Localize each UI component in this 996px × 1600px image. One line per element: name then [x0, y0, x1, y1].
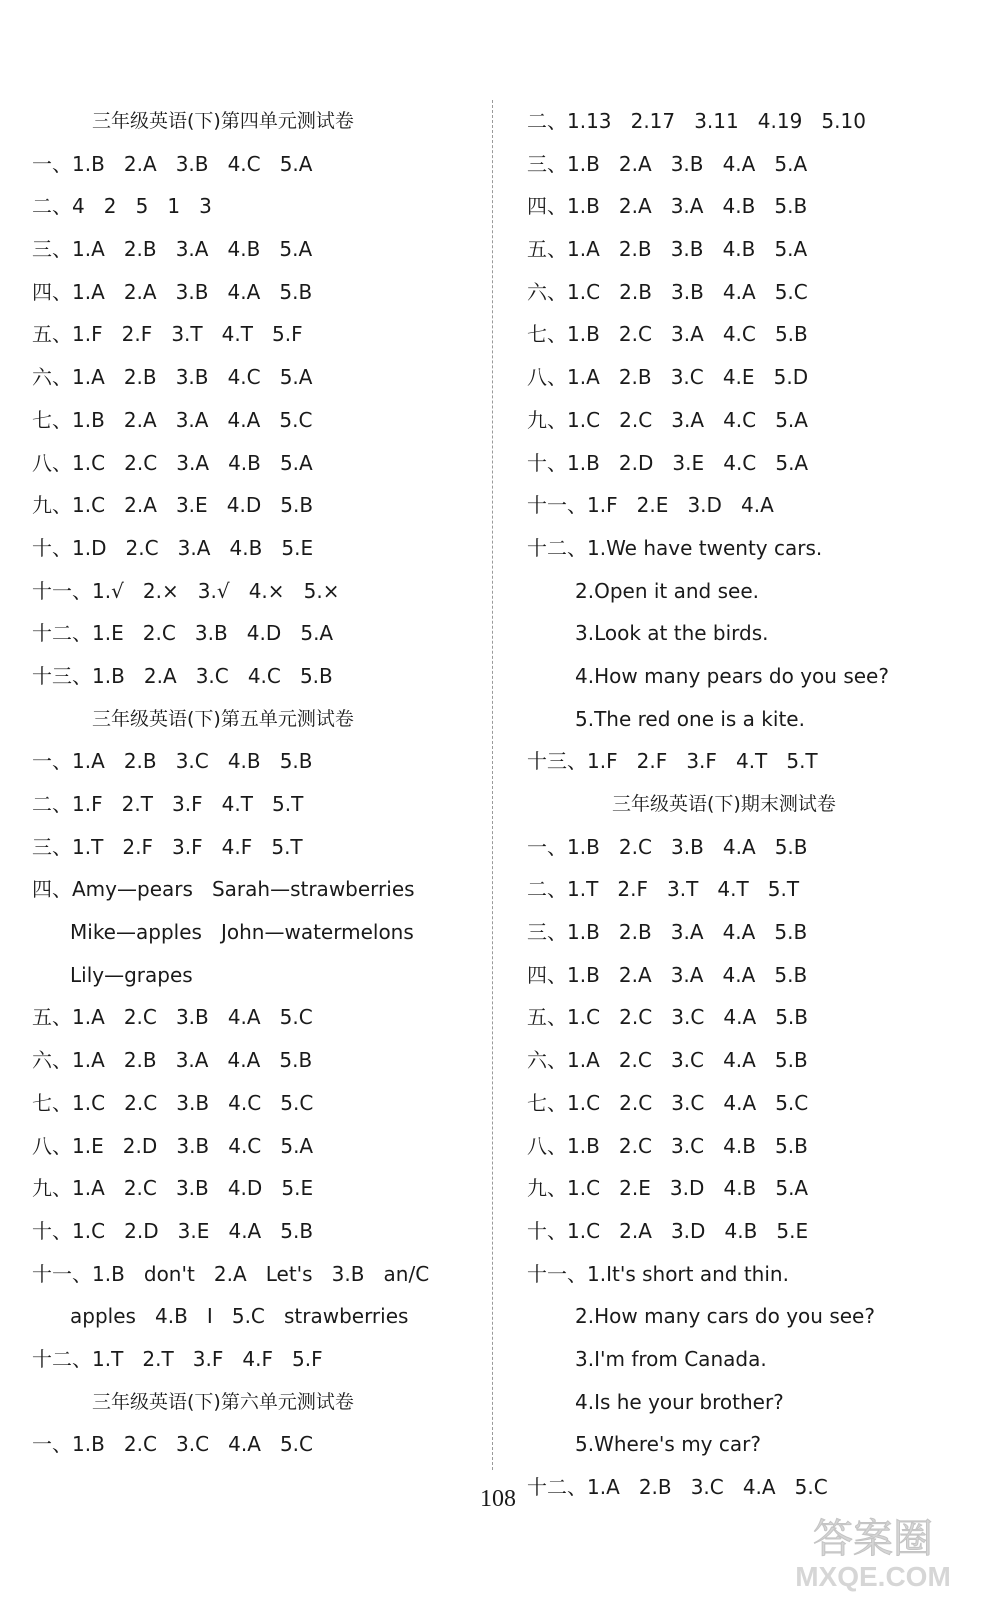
- right-section-heading: 三年级英语(下)期末测试卷: [612, 793, 836, 815]
- right-answer-line: 九、1.C 2.E 3.D 4.B 5.A: [527, 1176, 809, 1201]
- left-answer-line: 六、1.A 2.B 3.B 4.C 5.A: [32, 365, 313, 390]
- left-answer-line: 七、1.C 2.C 3.B 4.C 5.C: [32, 1090, 314, 1115]
- left-answer-line: 二、1.F 2.T 3.F 4.T 5.T: [32, 792, 304, 816]
- left-answer-column: [32, 100, 482, 1466]
- right-answer-line: 十三、1.F 2.F 3.F 4.T 5.T: [527, 749, 818, 774]
- left-answer-line: 六、1.A 2.B 3.A 4.A 5.B: [32, 1048, 313, 1073]
- left-answer-line: 五、1.A 2.C 3.B 4.A 5.C: [32, 1005, 313, 1030]
- column-divider: [492, 100, 493, 1470]
- right-answer-line: 八、1.A 2.B 3.C 4.E 5.D: [527, 365, 809, 390]
- right-answer-line: 十一、1.F 2.E 3.D 4.A: [527, 493, 774, 518]
- page-number: 108: [480, 1486, 516, 1512]
- left-answer-line: apples 4.B I 5.C strawberries: [70, 1304, 409, 1329]
- right-answer-line: 十、1.B 2.D 3.E 4.C 5.A: [527, 450, 809, 475]
- right-answer-line: 4.Is he your brother?: [575, 1389, 784, 1414]
- left-answer-line: 九、1.C 2.A 3.E 4.D 5.B: [32, 493, 314, 518]
- right-answer-line: 二、1.13 2.17 3.11 4.19 5.10: [527, 109, 866, 133]
- right-answer-line: 三、1.B 2.B 3.A 4.A 5.B: [527, 920, 808, 945]
- right-answer-line: 3.I'm from Canada.: [575, 1346, 767, 1371]
- right-answer-line: 一、1.B 2.C 3.B 4.A 5.B: [527, 834, 808, 859]
- right-answer-line: 六、1.C 2.B 3.B 4.A 5.C: [527, 279, 808, 304]
- left-section-heading: 三年级英语(下)第四单元测试卷: [92, 110, 354, 132]
- left-answer-line: 八、1.C 2.C 3.A 4.B 5.A: [32, 450, 313, 475]
- right-answer-line: 2.Open it and see.: [575, 578, 759, 603]
- right-answer-line: 五、1.A 2.B 3.B 4.B 5.A: [527, 237, 808, 262]
- left-answer-line: 三、1.T 2.F 3.F 4.F 5.T: [32, 834, 303, 859]
- left-answer-line: 七、1.B 2.A 3.A 4.A 5.C: [32, 407, 313, 432]
- left-answer-line: 十、1.C 2.D 3.E 4.A 5.B: [32, 1218, 314, 1243]
- left-answer-line: 三、1.A 2.B 3.A 4.B 5.A: [32, 237, 313, 262]
- left-answer-line: 八、1.E 2.D 3.B 4.C 5.A: [32, 1133, 314, 1158]
- right-answer-line: 十一、1.It's short and thin.: [527, 1261, 789, 1286]
- right-answer-line: 十二、1.A 2.B 3.C 4.A 5.C: [527, 1475, 828, 1499]
- right-answer-line: 十二、1.We have twenty cars.: [527, 535, 823, 560]
- right-answer-line: 3.Look at the birds.: [575, 621, 769, 646]
- right-answer-line: 5.The red one is a kite.: [575, 706, 805, 731]
- right-answer-line: 5.Where's my car?: [575, 1432, 761, 1457]
- watermark-logo-text: 答案圈: [813, 1516, 933, 1562]
- right-answer-line: 四、1.B 2.A 3.A 4.B 5.B: [527, 194, 808, 219]
- right-answer-line: 七、1.C 2.C 3.C 4.A 5.C: [527, 1090, 809, 1115]
- watermark-url-text: MXQE.COM: [795, 1561, 951, 1592]
- right-answer-line: 二、1.T 2.F 3.T 4.T 5.T: [527, 877, 800, 902]
- left-answer-line: 九、1.A 2.C 3.B 4.D 5.E: [32, 1176, 314, 1201]
- left-answer-line: 一、1.B 2.A 3.B 4.C 5.A: [32, 151, 313, 176]
- left-answer-line: 一、1.A 2.B 3.C 4.B 5.B: [32, 749, 313, 774]
- left-answer-line: Lily—grapes: [70, 962, 193, 987]
- left-answer-line: 十三、1.B 2.A 3.C 4.C 5.B: [32, 663, 333, 688]
- watermark-logo: [768, 1508, 978, 1592]
- right-answer-line: 十、1.C 2.A 3.D 4.B 5.E: [527, 1218, 809, 1243]
- left-section-heading: 三年级英语(下)第六单元测试卷: [92, 1390, 354, 1413]
- right-answer-column: [527, 100, 977, 1509]
- left-answer-line: 十二、1.E 2.C 3.B 4.D 5.A: [32, 621, 334, 646]
- right-answer-line: 三、1.B 2.A 3.B 4.A 5.A: [527, 151, 808, 176]
- right-answer-line: 五、1.C 2.C 3.C 4.A 5.B: [527, 1005, 808, 1030]
- left-section-heading: 三年级英语(下)第五单元测试卷: [92, 707, 354, 730]
- right-answer-line: 4.How many pears do you see?: [575, 663, 889, 688]
- left-answer-line: 十一、1.B don't 2.A Let's 3.B an/C: [32, 1261, 430, 1286]
- left-answer-line: 十、1.D 2.C 3.A 4.B 5.E: [32, 535, 314, 560]
- right-answer-line: 四、1.B 2.A 3.A 4.A 5.B: [527, 962, 808, 987]
- left-answer-line: 四、Amy—pears Sarah—strawberries: [32, 877, 415, 902]
- right-answer-line: 2.How many cars do you see?: [575, 1304, 875, 1329]
- left-answer-line: 一、1.B 2.C 3.C 4.A 5.C: [32, 1432, 313, 1457]
- left-answer-line: 十一、1.√ 2.× 3.√ 4.× 5.×: [32, 578, 340, 603]
- right-answer-line: 八、1.B 2.C 3.C 4.B 5.B: [527, 1133, 808, 1158]
- left-answer-line: 二、4 2 5 1 3: [32, 194, 212, 219]
- right-answer-line: 九、1.C 2.C 3.A 4.C 5.A: [527, 407, 808, 432]
- left-answer-line: 五、1.F 2.F 3.T 4.T 5.F: [32, 322, 303, 347]
- left-answer-line: Mike—apples John—watermelons: [70, 920, 414, 945]
- left-answer-line: 十二、1.T 2.T 3.F 4.F 5.F: [32, 1346, 323, 1371]
- right-answer-line: 六、1.A 2.C 3.C 4.A 5.B: [527, 1048, 808, 1073]
- right-answer-line: 七、1.B 2.C 3.A 4.C 5.B: [527, 322, 808, 347]
- left-answer-line: 四、1.A 2.A 3.B 4.A 5.B: [32, 279, 313, 304]
